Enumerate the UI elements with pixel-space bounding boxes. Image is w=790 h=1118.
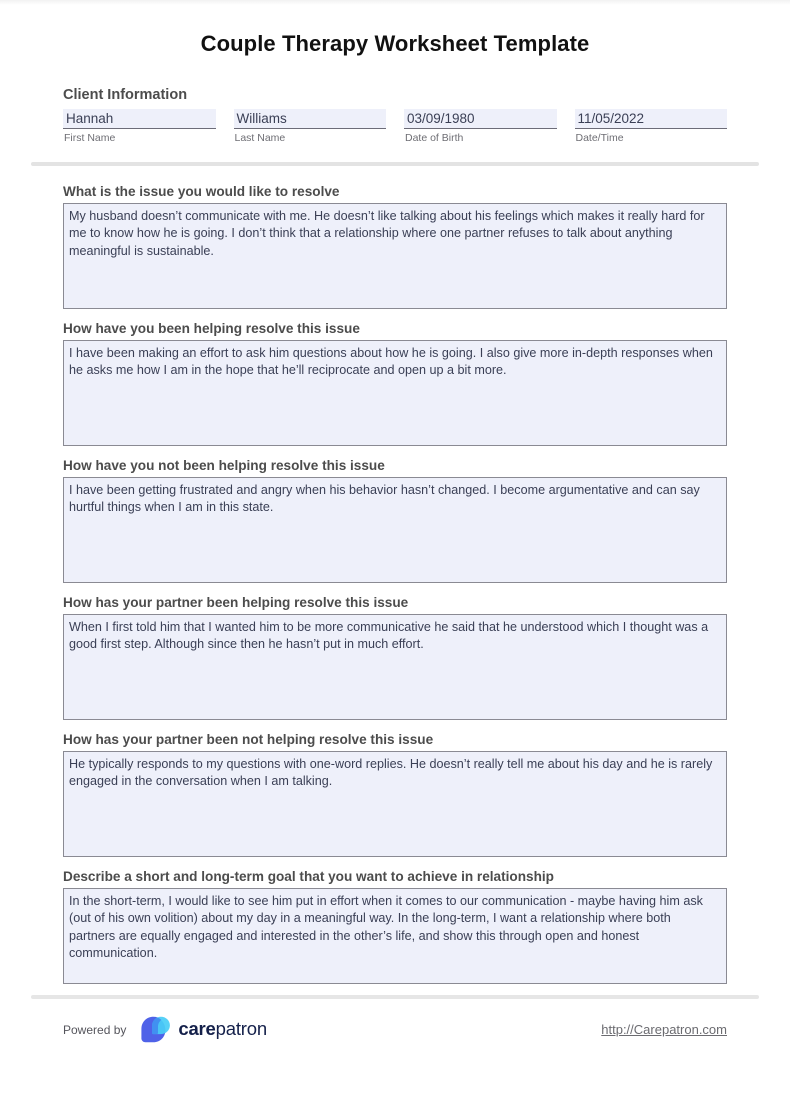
field-date-of-birth <box>404 109 557 144</box>
answer-input-you-not-helping[interactable]: I have been getting frustrated and angry when his behavior hasn’t changed. I become argumentative and can say hurtful things when I am in this state. <box>63 477 727 583</box>
question-block-partner-not-helping <box>63 731 727 857</box>
question-block-partner-helping <box>63 594 727 720</box>
carepatron-logo <box>140 1016 267 1043</box>
section-divider <box>31 162 759 166</box>
client-information-heading: Client Information <box>63 87 188 103</box>
question-label-partner-helping: How has your partner been helping resolve this issue <box>63 595 409 610</box>
wordmark-care: care <box>178 1018 216 1040</box>
question-label-issue: What is the issue you would like to resolve <box>63 184 340 199</box>
page-title: Couple Therapy Worksheet Template <box>200 31 590 56</box>
question-label-you-not-helping: How have you not been helping resolve this issue <box>63 458 385 473</box>
carepatron-logo-icon <box>140 1016 171 1043</box>
question-block-goals <box>63 868 727 984</box>
last-name-label: Last Name <box>234 132 286 144</box>
client-information-section <box>0 87 790 144</box>
field-date-time <box>575 109 728 144</box>
carepatron-wordmark <box>178 1020 267 1039</box>
question-label-you-helping: How have you been helping resolve this issue <box>63 321 360 336</box>
page-footer <box>0 999 790 1043</box>
powered-by-label: Powered by <box>63 1022 127 1037</box>
answer-input-issue[interactable]: My husband doesn’t communicate with me. He doesn’t like talking about his feelings which makes it really hard for me to know how he is going. I don’t think that a relationship where one partner refuses to talk about anything meaningful is sustainable. <box>63 203 727 309</box>
date-time-input[interactable]: 11/05/2022 <box>575 109 728 129</box>
question-block-you-helping <box>63 320 727 446</box>
answer-input-partner-not-helping[interactable]: He typically responds to my questions with one-word replies. He doesn’t really tell me about his day and he is rarely engaged in the conversation when I am talking. <box>63 751 727 857</box>
answer-input-you-helping[interactable]: I have been making an effort to ask him questions about how he is going. I also give more in-depth responses when he asks me how I am in the hope that he’ll reciprocate and open up a bit more. <box>63 340 727 446</box>
brand-lockup <box>63 1016 267 1043</box>
last-name-input[interactable]: Williams <box>234 109 387 129</box>
carepatron-url-link[interactable]: http://Carepatron.com <box>601 1022 727 1037</box>
field-first-name <box>63 109 216 144</box>
question-label-partner-not-helping: How has your partner been not helping resolve this issue <box>63 732 434 747</box>
date-time-label: Date/Time <box>575 132 624 144</box>
client-fields-row <box>63 109 727 144</box>
field-last-name <box>234 109 387 144</box>
answer-input-goals[interactable]: In the short-term, I would like to see him put in effort when it comes to our communication - maybe having him ask (out of his own volition) about my day in a meaningful way. In the long-term, I want a relationship where both partners are equally engaged and interested in the other’s life, and show this through open and honest communication. <box>63 888 727 984</box>
first-name-label: First Name <box>64 132 116 144</box>
question-block-you-not-helping <box>63 457 727 583</box>
date-of-birth-input[interactable]: 03/09/1980 <box>404 109 557 129</box>
answer-input-partner-helping[interactable]: When I first told him that I wanted him to be more communicative he said that he understood which I thought was a good first step. Although since then he hasn’t put in much effort. <box>63 614 727 720</box>
wordmark-patron: patron <box>215 1018 267 1040</box>
questions-list <box>0 183 790 984</box>
page-top-edge <box>0 0 790 5</box>
question-block-issue <box>63 183 727 309</box>
first-name-input[interactable]: Hannah <box>63 109 216 129</box>
date-of-birth-label: Date of Birth <box>405 132 464 144</box>
question-label-goals: Describe a short and long-term goal that you want to achieve in relationship <box>63 869 554 884</box>
